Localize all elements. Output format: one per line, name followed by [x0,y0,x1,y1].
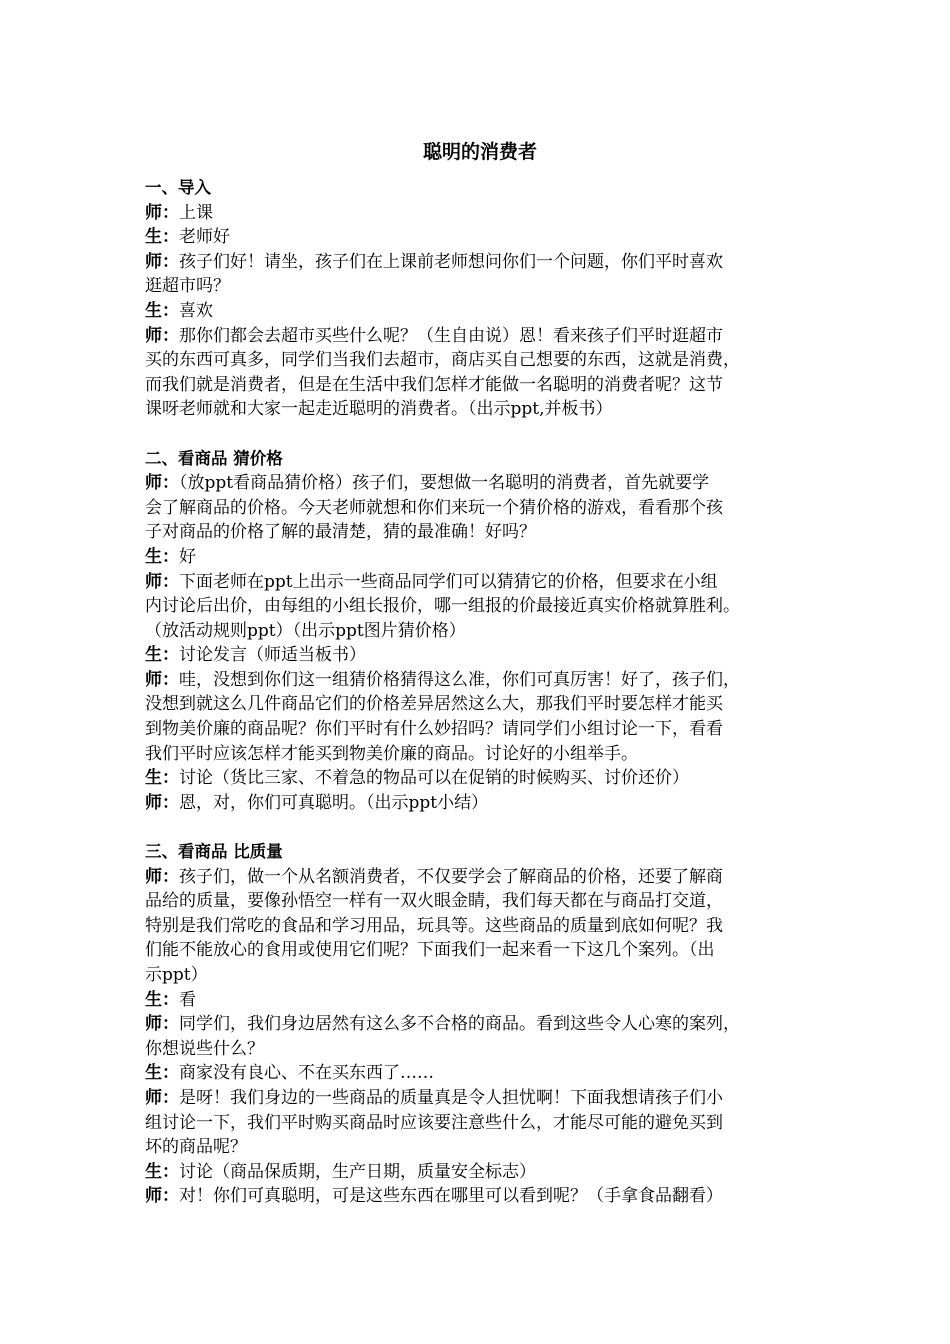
dialogue-text: 讨论（货比三家、不着急的物品可以在促销的时候购买、讨价还价） [179,768,689,789]
dialogue-line [145,1160,815,1185]
dialogue-text: 坏的商品呢？ [145,1137,247,1158]
dialogue-text: 内讨论后出价，由每组的小组长报价，哪一组报的价最接近真实价格就算胜利。 [145,596,740,617]
dialogue-text: 们能不能放心的食用或使用它们呢？下面我们一起来看一下这几个案列。（出 [145,940,715,961]
dialogue-text: 是呀！我们身边的一些商品的质量真是令人担忧啊！下面我想请孩子们小 [179,1087,723,1108]
dialogue-text: 哇，没想到你们这一组猜价格猜得这么准，你们可真厉害！好了，孩子们， [179,669,740,690]
dialogue-text: 对！你们可真聪明，可是这些东西在哪里可以看到呢？（手拿食品翻看） [179,1186,723,1207]
dialogue-line [145,324,815,349]
dialogue-text: 看 [179,989,196,1010]
dialogue-line [145,471,815,496]
dialogue-text: 你想说些什么？ [145,1038,264,1059]
speaker-label: 师： [145,251,179,272]
speaker-label: 师： [145,669,179,690]
dialogue-text: 老师好 [179,227,230,248]
dialogue-text: 孩子们好！请坐，孩子们在上课前老师想问你们一个问题，你们平时喜欢 [179,251,723,272]
dialogue-text: 好 [179,546,196,567]
dialogue-line [145,742,815,767]
dialogue-text: （放ppt看商品猜价格）孩子们，要想做一名聪明的消费者，首先就要学 [179,473,710,494]
dialogue-line [145,496,815,521]
dialogue-text: 商家没有良心、不在买东西了…… [179,1063,434,1084]
dialogue-line [145,1135,815,1160]
dialogue-line [145,397,815,422]
dialogue-line [145,201,815,226]
document-body [145,176,815,1209]
dialogue-text: 示ppt） [145,965,208,985]
speaker-label: 生： [145,645,179,666]
dialogue-text: 讨论（商品保质期，生产日期，质量安全标志） [179,1161,536,1182]
speaker-label: 师： [145,571,179,592]
speaker-label: 生： [145,300,179,321]
section-gap [145,815,815,840]
dialogue-line [145,643,815,668]
speaker-label: 师： [145,325,179,346]
document-page [145,138,815,1209]
section-gap [145,422,815,447]
dialogue-line [145,1012,815,1037]
dialogue-line [145,520,815,545]
dialogue-text: 我们平时应该怎样才能买到物美价廉的商品。讨论好的小组举手。 [145,743,638,764]
dialogue-line [145,692,815,717]
speaker-label: 师： [145,1087,179,1108]
dialogue-line [145,1184,815,1209]
dialogue-line [145,963,815,988]
dialogue-text: 那你们都会去超市买些什么呢？（生自由说）恩！看来孩子们平时逛超市 [179,325,723,346]
dialogue-text: 子对商品的价格了解的最清楚，猜的最准确！好吗？ [145,522,536,543]
dialogue-line [145,988,815,1013]
dialogue-line [145,225,815,250]
dialogue-line [145,274,815,299]
speaker-label: 生： [145,1161,179,1182]
section-heading: 一、导入 [145,178,211,197]
dialogue-line [145,668,815,693]
dialogue-text: 特别是我们常吃的食品和学习用品，玩具等。这些商品的质量到底如何呢？我 [145,915,723,936]
speaker-label: 师： [145,792,179,813]
dialogue-line [145,299,815,324]
dialogue-line [145,938,815,963]
dialogue-line [145,1061,815,1086]
dialogue-text: 喜欢 [179,300,213,321]
speaker-label: 师： [145,1186,179,1207]
dialogue-line [145,1111,815,1136]
dialogue-line [145,914,815,939]
section-heading: 三、看商品 比质量 [145,842,283,862]
dialogue-line [145,250,815,275]
speaker-label: 生： [145,546,179,567]
dialogue-text: （放活动规则ppt）（出示ppt图片猜价格） [145,620,466,641]
dialogue-text: 恩，对，你们可真聪明。（出示ppt小结） [179,792,489,813]
dialogue-text: 上课 [179,202,213,223]
dialogue-line [145,717,815,742]
dialogue-text: 没想到就这么几件商品它们的价格差异居然这么大，那我们平时要怎样才能买 [145,694,723,715]
dialogue-text: 组讨论一下，我们平时购买商品时应该要注意些什么，才能尽可能的避免买到 [145,1112,723,1133]
dialogue-text: 课呀老师就和大家一起走近聪明的消费者。（出示ppt,并板书） [145,399,613,420]
dialogue-text: 同学们，我们身边居然有这么多不合格的商品。看到这些令人心寒的案列， [179,1014,740,1035]
dialogue-line [145,865,815,890]
dialogue-text: 讨论发言（师适当板书） [179,645,366,666]
dialogue-line [145,1086,815,1111]
speaker-label: 生： [145,227,179,248]
dialogue-line [145,889,815,914]
dialogue-line [145,348,815,373]
dialogue-line [145,1037,815,1062]
document-title: 聪明的消费者 [422,141,537,163]
dialogue-line [145,766,815,791]
speaker-label: 生： [145,768,179,789]
speaker-label: 生： [145,989,179,1010]
dialogue-text: 而我们就是消费者，但是在生活中我们怎样才能做一名聪明的消费者呢？这节 [145,374,723,395]
dialogue-text: 孩子们，做一个从名额消费者，不仅要学会了解商品的价格，还要了解商 [179,866,723,887]
dialogue-text: 下面老师在ppt上出示一些商品同学们可以猜猜它的价格，但要求在小组 [179,571,718,592]
speaker-label: 师： [145,866,179,887]
dialogue-line [145,619,815,644]
dialogue-line [145,545,815,570]
section-heading: 二、看商品 猜价格 [145,448,283,468]
speaker-label: 师： [145,1014,179,1035]
speaker-label: 师： [145,473,179,494]
dialogue-line [145,373,815,398]
dialogue-text: 到物美价廉的商品呢？你们平时有什么妙招吗？请同学们小组讨论一下，看看 [145,719,723,740]
speaker-label: 生： [145,1063,179,1084]
dialogue-line [145,594,815,619]
dialogue-text: 会了解商品的价格。今天老师就想和你们来玩一个猜价格的游戏，看看那个孩 [145,497,723,518]
dialogue-line [145,570,815,595]
dialogue-line [145,791,815,816]
dialogue-text: 品给的质量，要像孙悟空一样有一双火眼金睛，我们每天都在与商品打交道， [145,891,723,912]
dialogue-text: 买的东西可真多，同学们当我们去超市，商店买自己想要的东西，这就是消费， [145,350,740,371]
dialogue-text: 逛超市吗？ [145,276,230,297]
speaker-label: 师： [145,202,179,223]
